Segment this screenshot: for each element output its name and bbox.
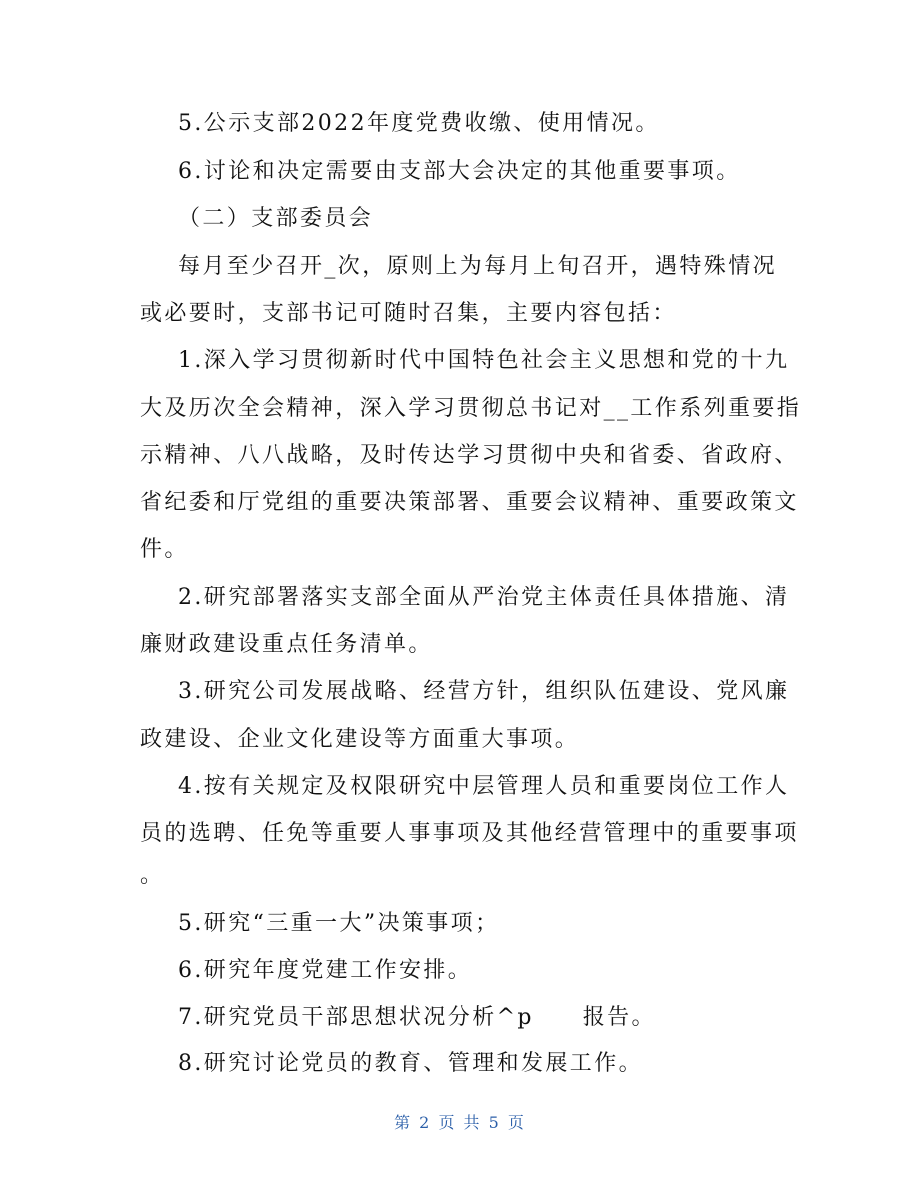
text-line: 政建设、企业文化建设等方面重大事项。 [140, 727, 580, 752]
text-line: 。 [140, 863, 165, 888]
text-line: 5.公示支部2022年度党费收缴、使用情况。 [178, 111, 660, 136]
text-line: 7.研究党员干部思想状况分析^p 报告。 [178, 1005, 656, 1030]
text-line: 省纪委和厅党组的重要决策部署、重要会议精神、重要政策文 [140, 490, 799, 515]
text-line: 示精神、八八战略，及时传达学习贯彻中央和省委、省政府、 [140, 443, 799, 468]
text-line: 1.深入学习贯彻新时代中国特色社会主义思想和党的十九 [178, 348, 790, 373]
text-line: 6.研究年度党建工作安排。 [178, 958, 473, 983]
text-line: 每月至少召开_次，原则上为每月上旬召开，遇特殊情况 [178, 254, 778, 279]
text-line: 廉财政建设重点任务清单。 [140, 632, 433, 657]
text-line: 或必要时，支部书记可随时召集，主要内容包括： [140, 301, 677, 326]
text-line: 2.研究部署落实支部全面从严治党主体责任具体措施、清 [178, 585, 790, 610]
section-heading: （二）支部委员会 [178, 206, 374, 231]
page-number: 第 2 页 共 5 页 [394, 1113, 526, 1132]
text-line: 3.研究公司发展战略、经营方针，组织队伍建设、党风廉 [178, 679, 790, 704]
text-line: 大及历次全会精神，深入学习贯彻总书记对__工作系列重要指 [140, 396, 802, 421]
text-line: 件。 [140, 537, 189, 562]
text-line: 5.研究“三重一大”决策事项； [178, 911, 500, 936]
text-line: 员的选聘、任免等重要人事事项及其他经营管理中的重要事项 [140, 821, 799, 846]
text-line: 8.研究讨论党员的教育、管理和发展工作。 [178, 1051, 643, 1076]
text-line: 4.按有关规定及权限研究中层管理人员和重要岗位工作人 [178, 774, 790, 799]
text-line: 6.讨论和决定需要由支部大会决定的其他重要事项。 [178, 159, 741, 184]
